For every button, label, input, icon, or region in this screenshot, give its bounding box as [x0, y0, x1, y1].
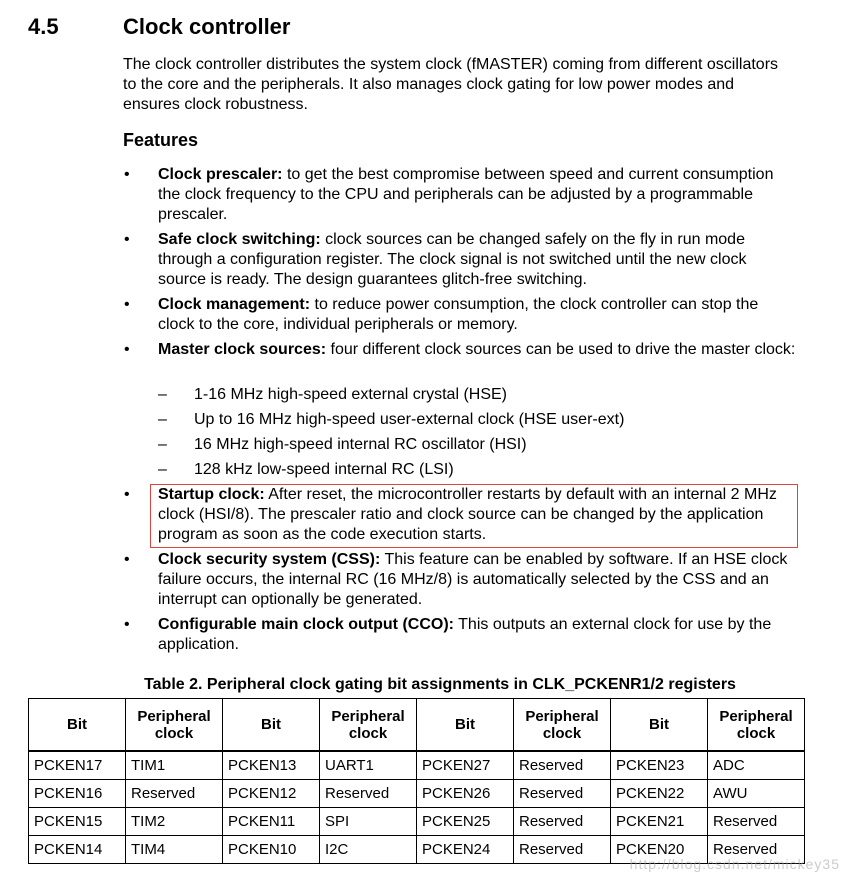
clock-source-text: 16 MHz high-speed internal RC oscillator (HSI): [194, 436, 527, 453]
table-cell: PCKEN21: [611, 808, 708, 836]
header-peripheral-clock: Peripheral clock: [514, 699, 611, 752]
header-bit: Bit: [611, 699, 708, 752]
dash-icon: –: [158, 386, 167, 403]
table-cell: PCKEN23: [611, 751, 708, 780]
table-cell: TIM1: [126, 751, 223, 780]
table-caption: Table 2. Peripheral clock gating bit assignments in CLK_PCKENR1/2 registers: [144, 676, 736, 693]
bullet-icon: •: [124, 231, 130, 248]
table-cell: PCKEN27: [417, 751, 514, 780]
table-cell: TIM4: [126, 836, 223, 864]
table-cell: Reserved: [320, 780, 417, 808]
table-cell: Reserved: [514, 836, 611, 864]
table-row: [29, 751, 805, 780]
clock-source-item: [158, 460, 454, 480]
header-bit: Bit: [223, 699, 320, 752]
table-cell: PCKEN10: [223, 836, 320, 864]
feature-text: to get the best compromise between speed and current consumption the clock frequency to the CPU and peripherals can be adjusted by a programmable prescaler.: [158, 166, 774, 223]
dash-icon: –: [158, 411, 167, 428]
table-cell: PCKEN16: [29, 780, 126, 808]
bullet-icon: •: [124, 551, 130, 568]
table-cell: AWU: [708, 780, 805, 808]
table-cell: PCKEN14: [29, 836, 126, 864]
clock-source-item: [158, 410, 625, 430]
table-row: [29, 780, 805, 808]
header-bit: Bit: [29, 699, 126, 752]
feature-text: four different clock sources can be used to drive the master clock:: [326, 341, 796, 358]
clock-gating-table: [28, 698, 805, 864]
table-cell: ADC: [708, 751, 805, 780]
clock-source-text: 1-16 MHz high-speed external crystal (HSE): [194, 386, 508, 403]
table-cell: PCKEN15: [29, 808, 126, 836]
table-header-row: [29, 699, 805, 752]
clock-source-text: Up to 16 MHz high-speed user-external clock (HSE user-ext): [194, 411, 625, 428]
table-cell: PCKEN24: [417, 836, 514, 864]
feature-clock-security-system: [124, 550, 798, 610]
section-intro: The clock controller distributes the system clock (fMASTER) coming from different oscillators to the core and the peripherals. It also manages clock gating for low power modes and ensures clock robustness.: [123, 56, 779, 113]
features-heading: Features: [123, 130, 199, 150]
feature-text: This feature can be enabled by software. If an HSE clock failure occurs, the internal RC (16 MHz/8) is automatically selected by the CSS and an interrupt can optionally be generated.: [158, 551, 788, 608]
table-cell: PCKEN25: [417, 808, 514, 836]
table-cell: Reserved: [514, 780, 611, 808]
table-cell: Reserved: [514, 808, 611, 836]
table-cell: PCKEN12: [223, 780, 320, 808]
feature-master-clock-sources: [124, 340, 798, 360]
feature-text: clock sources can be changed safely on the fly in run mode through a configuration register. The clock signal is not switched until the new clock source is ready. The design guarantees glitch-free switching.: [158, 231, 747, 288]
dash-icon: –: [158, 461, 167, 478]
feature-startup-clock: [124, 485, 798, 545]
header-peripheral-clock: Peripheral clock: [320, 699, 417, 752]
section-number: 4.5: [28, 14, 59, 39]
bullet-icon: •: [124, 486, 130, 503]
table-cell: PCKEN11: [223, 808, 320, 836]
feature-label: Clock security system (CSS):: [158, 551, 381, 568]
table-cell: I2C: [320, 836, 417, 864]
header-peripheral-clock: Peripheral clock: [126, 699, 223, 752]
feature-text: to reduce power consumption, the clock controller can stop the clock to the core, individual peripherals or memory.: [158, 296, 759, 333]
section-title: Clock controller: [123, 14, 291, 39]
header-bit: Bit: [417, 699, 514, 752]
table-row: [29, 808, 805, 836]
bullet-icon: •: [124, 341, 130, 358]
bullet-icon: •: [124, 166, 130, 183]
bullet-icon: •: [124, 616, 130, 633]
feature-clock-management: [124, 295, 798, 335]
table-cell: Reserved: [708, 808, 805, 836]
clock-source-text: 128 kHz low-speed internal RC (LSI): [194, 461, 454, 478]
clock-source-item: [158, 385, 508, 405]
watermark: http://blog.csdn.net/mickey35: [629, 856, 840, 872]
feature-configurable-clock-output: [124, 615, 798, 655]
clock-source-item: [158, 435, 527, 455]
feature-label: Clock prescaler:: [158, 166, 283, 183]
bullet-icon: •: [124, 296, 130, 313]
feature-text: After reset, the microcontroller restarts by default with an internal 2 MHz clock (HSI/8). The prescaler ratio and clock source can be changed by the application program as soon as the code execution starts.: [158, 486, 777, 543]
table-cell: PCKEN13: [223, 751, 320, 780]
table-cell: Reserved: [514, 751, 611, 780]
feature-label: Startup clock:: [158, 486, 265, 503]
table-cell: PCKEN17: [29, 751, 126, 780]
feature-label: Configurable main clock output (CCO):: [158, 616, 454, 633]
dash-icon: –: [158, 436, 167, 453]
feature-text: This outputs an external clock for use by the application.: [158, 616, 772, 653]
feature-label: Safe clock switching:: [158, 231, 321, 248]
table-cell: PCKEN26: [417, 780, 514, 808]
table-cell: PCKEN22: [611, 780, 708, 808]
table-cell: Reserved: [708, 836, 805, 864]
table-cell: TIM2: [126, 808, 223, 836]
table-cell: Reserved: [126, 780, 223, 808]
feature-label: Master clock sources:: [158, 341, 327, 358]
table-cell: SPI: [320, 808, 417, 836]
feature-clock-prescaler: [124, 165, 798, 225]
feature-label: Clock management:: [158, 296, 311, 313]
header-peripheral-clock: Peripheral clock: [708, 699, 805, 752]
table-cell: UART1: [320, 751, 417, 780]
table-cell: PCKEN20: [611, 836, 708, 864]
feature-safe-clock-switching: [124, 230, 798, 290]
